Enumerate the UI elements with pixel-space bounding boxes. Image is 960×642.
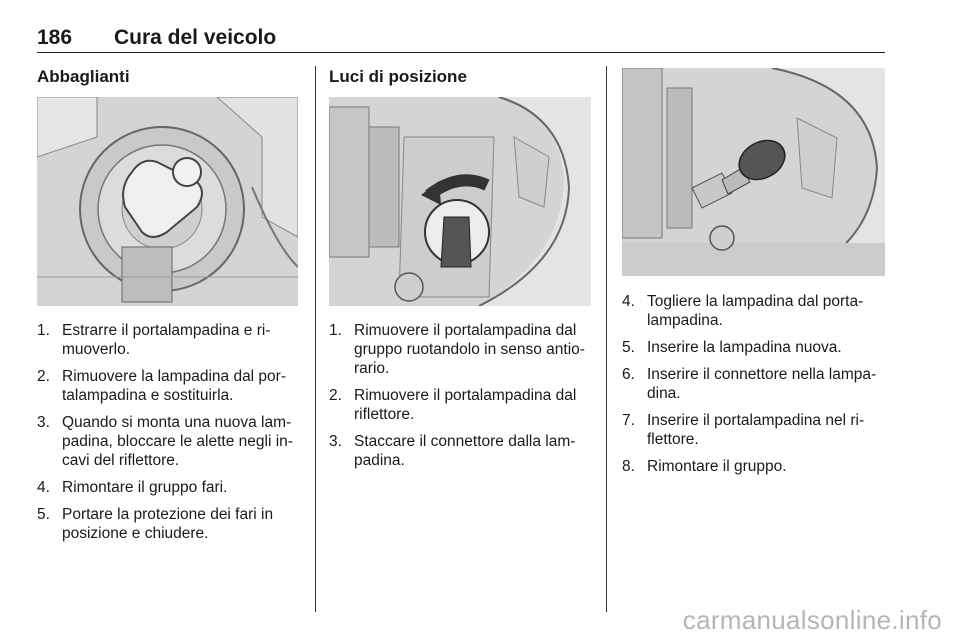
luci-posizione-step-list — [329, 321, 595, 478]
step-text: Inserire il connettore nella lampadina. — [647, 366, 877, 402]
step-text: Togliere la lampadina dal portalampadina. — [647, 293, 864, 329]
step-number: 2. — [329, 387, 342, 404]
list-item — [329, 321, 595, 378]
list-item — [622, 457, 890, 476]
watermark: carmanualsonline.info — [682, 605, 942, 635]
list-item — [37, 413, 301, 470]
step-number: 1. — [329, 322, 342, 339]
col3-step-list — [622, 292, 890, 484]
section-title-luci-di-posizione: Luci di posizione — [329, 67, 467, 86]
bulb-removal-illustration — [622, 68, 885, 276]
page-number: 186 — [37, 26, 73, 49]
high-beam-bulb-drawing — [37, 97, 298, 306]
step-text: Inserire la lampadina nuova. — [647, 339, 842, 356]
list-item — [37, 321, 301, 359]
list-item — [622, 365, 890, 403]
list-item — [37, 505, 301, 543]
position-light-rotation-illustration — [329, 97, 591, 306]
step-text: Portare la protezione dei fari in posizione e chiudere. — [62, 506, 274, 542]
step-number: 5. — [622, 339, 635, 356]
bulb-removal-drawing — [622, 68, 885, 276]
step-text: Rimontare il gruppo fari. — [62, 479, 228, 496]
step-text: Estrarre il portalampadina e rimuoverlo. — [62, 322, 271, 358]
list-item — [329, 386, 595, 424]
step-number: 7. — [622, 412, 635, 429]
step-text: Rimuovere la lampadina dal portalampadina e sostituirla. — [62, 368, 287, 404]
section-title-abbaglianti: Abbaglianti — [37, 67, 130, 86]
list-item — [622, 338, 890, 357]
step-text: Rimuovere il portalampadina dal riflettore. — [354, 387, 577, 423]
step-text: Quando si monta una nuova lampadina, bloccare le alette negli incavi del riflettore. — [62, 414, 293, 469]
step-number: 4. — [37, 479, 50, 496]
step-number: 3. — [37, 414, 50, 431]
step-number: 5. — [37, 506, 50, 523]
step-text: Staccare il connettore dalla lampadina. — [354, 433, 576, 469]
step-text: Rimuovere il portalampadina dal gruppo ruotandolo in senso antiorario. — [354, 322, 585, 377]
column-divider — [315, 66, 316, 612]
chapter-title: Cura del veicolo — [114, 26, 277, 49]
column-divider — [606, 66, 607, 612]
step-number: 3. — [329, 433, 342, 450]
step-text: Inserire il portalampadina nel riflettore. — [647, 412, 865, 448]
step-number: 1. — [37, 322, 50, 339]
step-number: 8. — [622, 458, 635, 475]
abbaglianti-step-list — [37, 321, 301, 551]
list-item — [37, 478, 301, 497]
list-item — [622, 292, 890, 330]
step-number: 6. — [622, 366, 635, 383]
high-beam-bulb-illustration — [37, 97, 298, 306]
step-number: 2. — [37, 368, 50, 385]
position-light-drawing — [329, 97, 591, 306]
list-item — [37, 367, 301, 405]
step-number: 4. — [622, 293, 635, 310]
step-text: Rimontare il gruppo. — [647, 458, 787, 475]
list-item — [329, 432, 595, 470]
list-item — [622, 411, 890, 449]
page-header — [37, 24, 885, 53]
